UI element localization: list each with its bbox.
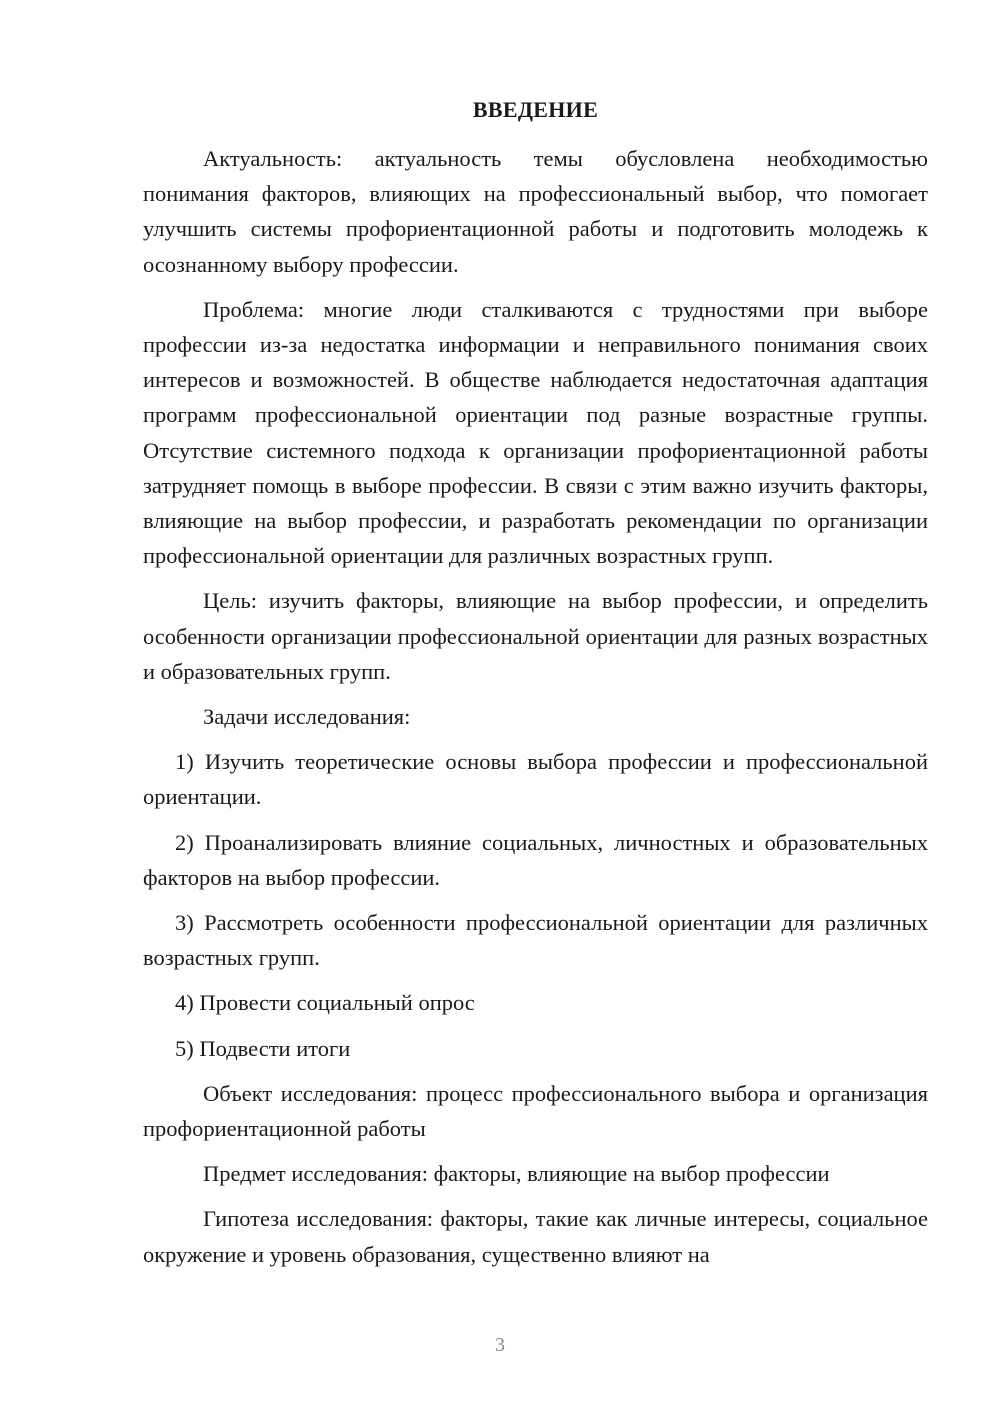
paragraph-relevance: Актуальность: актуальность темы обусловлена необходимостью понимания факторов, влияющих на профессиональный выбор, что помогает улучшить системы профориентационной работы и подготовить молодежь к осознанному выбору профессии. xyxy=(143,146,928,277)
task-item: 5) Подвести итоги xyxy=(175,1035,351,1061)
paragraph-subject: Предмет исследования: факторы, влияющие на выбор профессии xyxy=(203,1161,830,1187)
paragraph-problem: Проблема: многие люди сталкиваются с трудностями при выборе профессии из-за недостатка информации и неправильного понимания своих интересов и возможностей. В обществе наблюдается недостаточная адаптация программ профессиональной ориентации под разные возрастные группы. Отсутствие системного подхода к организации профориентационной работы затрудняет помощь в выборе профессии. В связи с этим важно изучить факторы, влияющие на выбор профессии, и разработать рекомендации по организации профессиональной ориентации для различных возрастных групп. xyxy=(143,296,928,569)
page-title: ВВЕДЕНИЕ xyxy=(472,97,599,122)
tasks-heading: Задачи исследования: xyxy=(203,704,411,730)
task-item: 4) Провести социальный опрос xyxy=(175,990,475,1016)
paragraph-hypothesis: Гипотеза исследования: факторы, такие как личные интересы, социальное окружение и уровень образования, существенно влияют на xyxy=(143,1206,928,1267)
paragraph-object: Объект исследования: процесс профессионального выбора и организация профориентационной работы xyxy=(143,1080,928,1142)
paragraph-goal: Цель: изучить факторы, влияющие на выбор профессии, и определить особенности организации профессиональной ориентации для разных возрастных и образовательных групп. xyxy=(143,588,928,684)
task-item: 1) Изучить теоретические основы выбора профессии и профессиональной ориентации. xyxy=(143,749,928,810)
task-item: 2) Проанализировать влияние социальных, личностных и образовательных факторов на выбор профессии. xyxy=(143,829,928,890)
page-number: 3 xyxy=(495,1334,505,1356)
document-body xyxy=(143,95,928,1282)
task-item: 3) Рассмотреть особенности профессиональной ориентации для различных возрастных групп. xyxy=(143,910,928,971)
